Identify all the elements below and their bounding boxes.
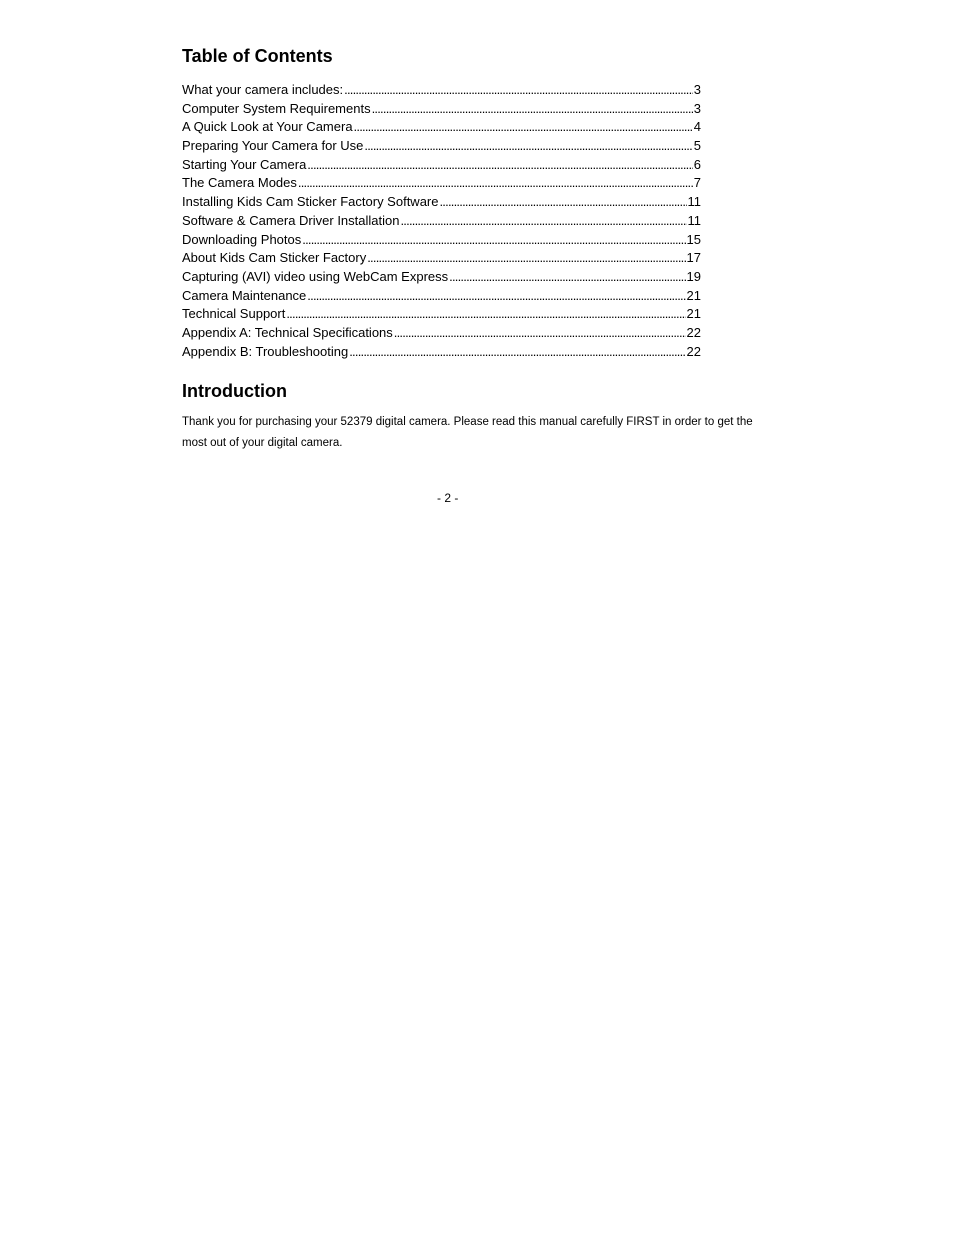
table-of-contents — [182, 81, 701, 361]
toc-entry-page: 21 — [686, 287, 701, 303]
toc-entry[interactable] — [182, 231, 701, 250]
toc-entry-label: Appendix B: Troubleshooting — [182, 343, 349, 359]
toc-dot-leader — [364, 137, 692, 156]
toc-dot-leader — [394, 324, 686, 343]
toc-entry-page: 3 — [693, 82, 701, 97]
toc-entry-label: What your camera includes: — [182, 82, 344, 97]
toc-dot-leader — [302, 231, 685, 250]
toc-dot-leader — [307, 287, 685, 306]
toc-entry-label: Preparing Your Camera for Use — [182, 138, 364, 154]
toc-entry[interactable] — [182, 174, 701, 193]
toc-entry-label: About Kids Cam Sticker Factory — [182, 250, 367, 266]
page-number: - 2 - — [437, 491, 459, 505]
toc-entry-page: 21 — [686, 306, 701, 322]
introduction-heading: Introduction — [182, 381, 287, 401]
toc-entry-label: The Camera Modes — [182, 175, 297, 191]
toc-entry-label: Camera Maintenance — [182, 287, 307, 303]
toc-dot-leader — [400, 212, 686, 231]
toc-entry-page: 11 — [687, 212, 701, 228]
toc-entry[interactable] — [182, 156, 701, 175]
toc-entry[interactable] — [182, 118, 701, 137]
toc-entry-label: Starting Your Camera — [182, 156, 307, 172]
toc-entry-page: 3 — [693, 100, 701, 116]
toc-entry-page: 11 — [687, 194, 701, 210]
toc-entry[interactable] — [182, 268, 701, 287]
toc-dot-leader — [349, 343, 685, 362]
toc-dot-leader — [307, 156, 692, 175]
toc-entry-page: 5 — [693, 138, 701, 154]
toc-dot-leader — [298, 174, 693, 193]
toc-entry[interactable] — [182, 193, 701, 212]
toc-entry[interactable] — [182, 305, 701, 324]
toc-entry-label: Technical Support — [182, 306, 286, 322]
toc-heading: Table of Contents — [182, 46, 333, 66]
toc-dot-leader — [439, 193, 686, 212]
toc-dot-leader — [344, 81, 693, 100]
toc-entry[interactable] — [182, 249, 701, 268]
toc-entry-label: Software & Camera Driver Installation — [182, 212, 400, 228]
introduction-paragraph: Thank you for purchasing your 52379 digital camera. Please read this manual carefully FIRST in order to get the most out of your digital camera. — [182, 416, 753, 449]
toc-dot-leader — [372, 100, 693, 119]
toc-entry[interactable] — [182, 81, 701, 100]
toc-entry-page: 22 — [686, 324, 701, 340]
toc-entry-label: Downloading Photos — [182, 231, 302, 247]
toc-entry-page: 6 — [693, 156, 701, 172]
toc-entry-label: Capturing (AVI) video using WebCam Express — [182, 268, 449, 284]
toc-entry-label: Appendix A: Technical Specifications — [182, 324, 393, 340]
toc-entry-page: 17 — [686, 250, 701, 266]
toc-entry[interactable] — [182, 212, 701, 231]
toc-entry-page: 22 — [686, 343, 701, 359]
toc-entry[interactable] — [182, 100, 701, 119]
toc-entry[interactable] — [182, 137, 701, 156]
toc-entry-page: 4 — [693, 119, 701, 135]
toc-entry-page: 19 — [686, 268, 701, 284]
toc-dot-leader — [354, 118, 693, 137]
toc-entry-label: A Quick Look at Your Camera — [182, 119, 353, 135]
toc-dot-leader — [367, 249, 685, 268]
toc-dot-leader — [286, 305, 685, 324]
toc-entry-page: 15 — [686, 231, 701, 247]
toc-entry-label: Computer System Requirements — [182, 100, 371, 116]
toc-dot-leader — [449, 268, 685, 287]
toc-entry[interactable] — [182, 324, 701, 343]
toc-entry-label: Installing Kids Cam Sticker Factory Software — [182, 194, 439, 210]
toc-entry[interactable] — [182, 287, 701, 306]
toc-entry[interactable] — [182, 343, 701, 362]
toc-entry-page: 7 — [693, 175, 701, 191]
